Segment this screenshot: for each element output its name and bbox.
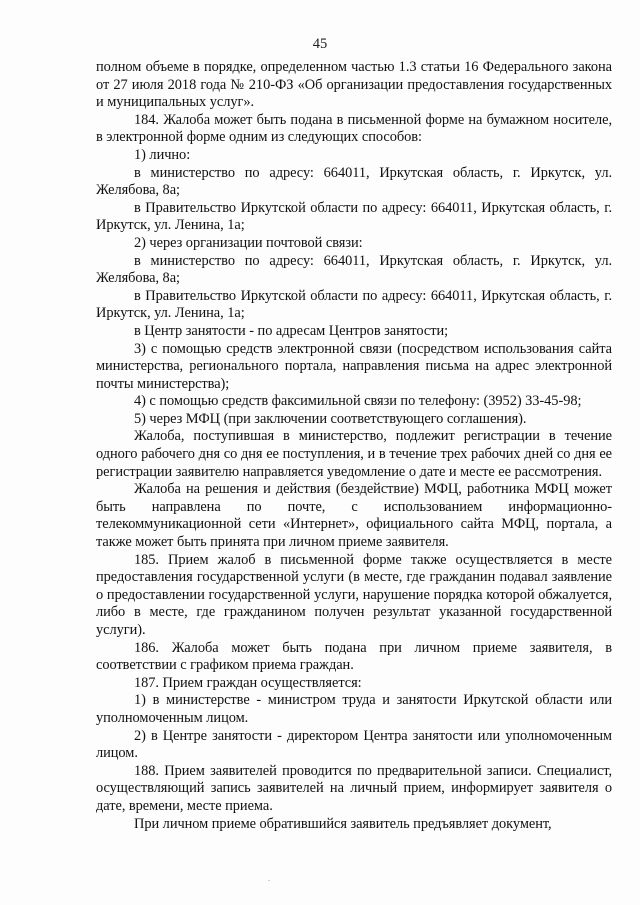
paragraph: 2) через организации почтовой связи: <box>134 234 363 251</box>
paragraph: 2) в Центре занятости - директором Центра занятости или уполномоченным лицом. <box>96 727 612 762</box>
paragraph: 3) с помощью средств электронной связи (посредством использования сайта министерства, регионального портала, направления письма на адрес электронной почты министерства); <box>96 340 612 392</box>
paragraph: в министерство по адресу: 664011, Иркутская область, г. Иркутск, ул. Желябова, 8а; <box>96 164 612 199</box>
paragraph: в Правительство Иркутской области по адресу: 664011, Иркутская область, г. Иркутск, ул. Ленина, 1а; <box>96 199 612 234</box>
paragraph: 1) в министерстве - министром труда и занятости Иркутской области или уполномоченным лицом. <box>96 692 612 726</box>
paragraph: 185. Прием жалоб в письменной форме также осуществляется в месте предоставления государственной услуги (в месте, где гражданин подавал заявление о предоставлении государственной услуги, нарушение порядка которой обжалуется, либо в месте, где гражданином получен результат указанной государственной услуги). <box>96 551 612 638</box>
paragraph: в Правительство Иркутской области по адресу: 664011, Иркутская область, г. Иркутск, ул. Ленина, 1а; <box>96 287 612 322</box>
paragraph: 187. Прием граждан осуществляется: <box>134 674 362 691</box>
paragraph: в Центр занятости - по адресам Центров занятости; <box>134 322 449 339</box>
paragraph: полном объеме в порядке, определенном частью 1.3 статьи 16 Федерального закона от 27 июля 2018 года № 210-ФЗ «Об организации предоставления государственных и муниципальных услуг». <box>96 59 612 111</box>
paragraph: 1) лично: <box>134 146 191 163</box>
paragraph: 184. Жалоба может быть подана в письменной форме на бумажном носителе, в электронной форме одним из следующих способов: <box>96 111 612 146</box>
scan-speck <box>268 880 270 881</box>
paragraph: 188. Прием заявителей проводится по предварительной записи. Специалист, осуществляющий запись заявителей на личный прием, информирует заявителя о дате, времени, месте приема. <box>96 762 612 814</box>
document-body <box>96 59 612 833</box>
paragraph: Жалоба на решения и действия (бездействие) МФЦ, работника МФЦ может быть направлена по почте, с использованием информационно-телекоммуникационной сети «Интернет», официального сайта МФЦ, портала, а также может быть принята при личном приеме заявителя. <box>96 481 612 551</box>
paragraph: в министерство по адресу: 664011, Иркутская область, г. Иркутск, ул. Желябова, 8а; <box>96 252 612 287</box>
page-number: 45 <box>312 36 328 52</box>
paragraph: При личном приеме обратившийся заявитель предъявляет документ, <box>134 815 552 832</box>
paragraph: Жалоба, поступившая в министерство, подлежит регистрации в течение одного рабочего дня со дня ее поступления, и в течение трех рабочих дней со дня ее регистрации заявителю направляется уведомление о дате и месте ее рассмотрения. <box>96 428 612 480</box>
paragraph: 5) через МФЦ (при заключении соответствующего соглашения). <box>134 410 527 427</box>
paragraph: 4) с помощью средств факсимильной связи по телефону: (3952) 33-45-98; <box>134 393 582 410</box>
paragraph: 186. Жалоба может быть подана при личном приеме заявителя, в соответствии с графиком приема граждан. <box>96 639 612 674</box>
